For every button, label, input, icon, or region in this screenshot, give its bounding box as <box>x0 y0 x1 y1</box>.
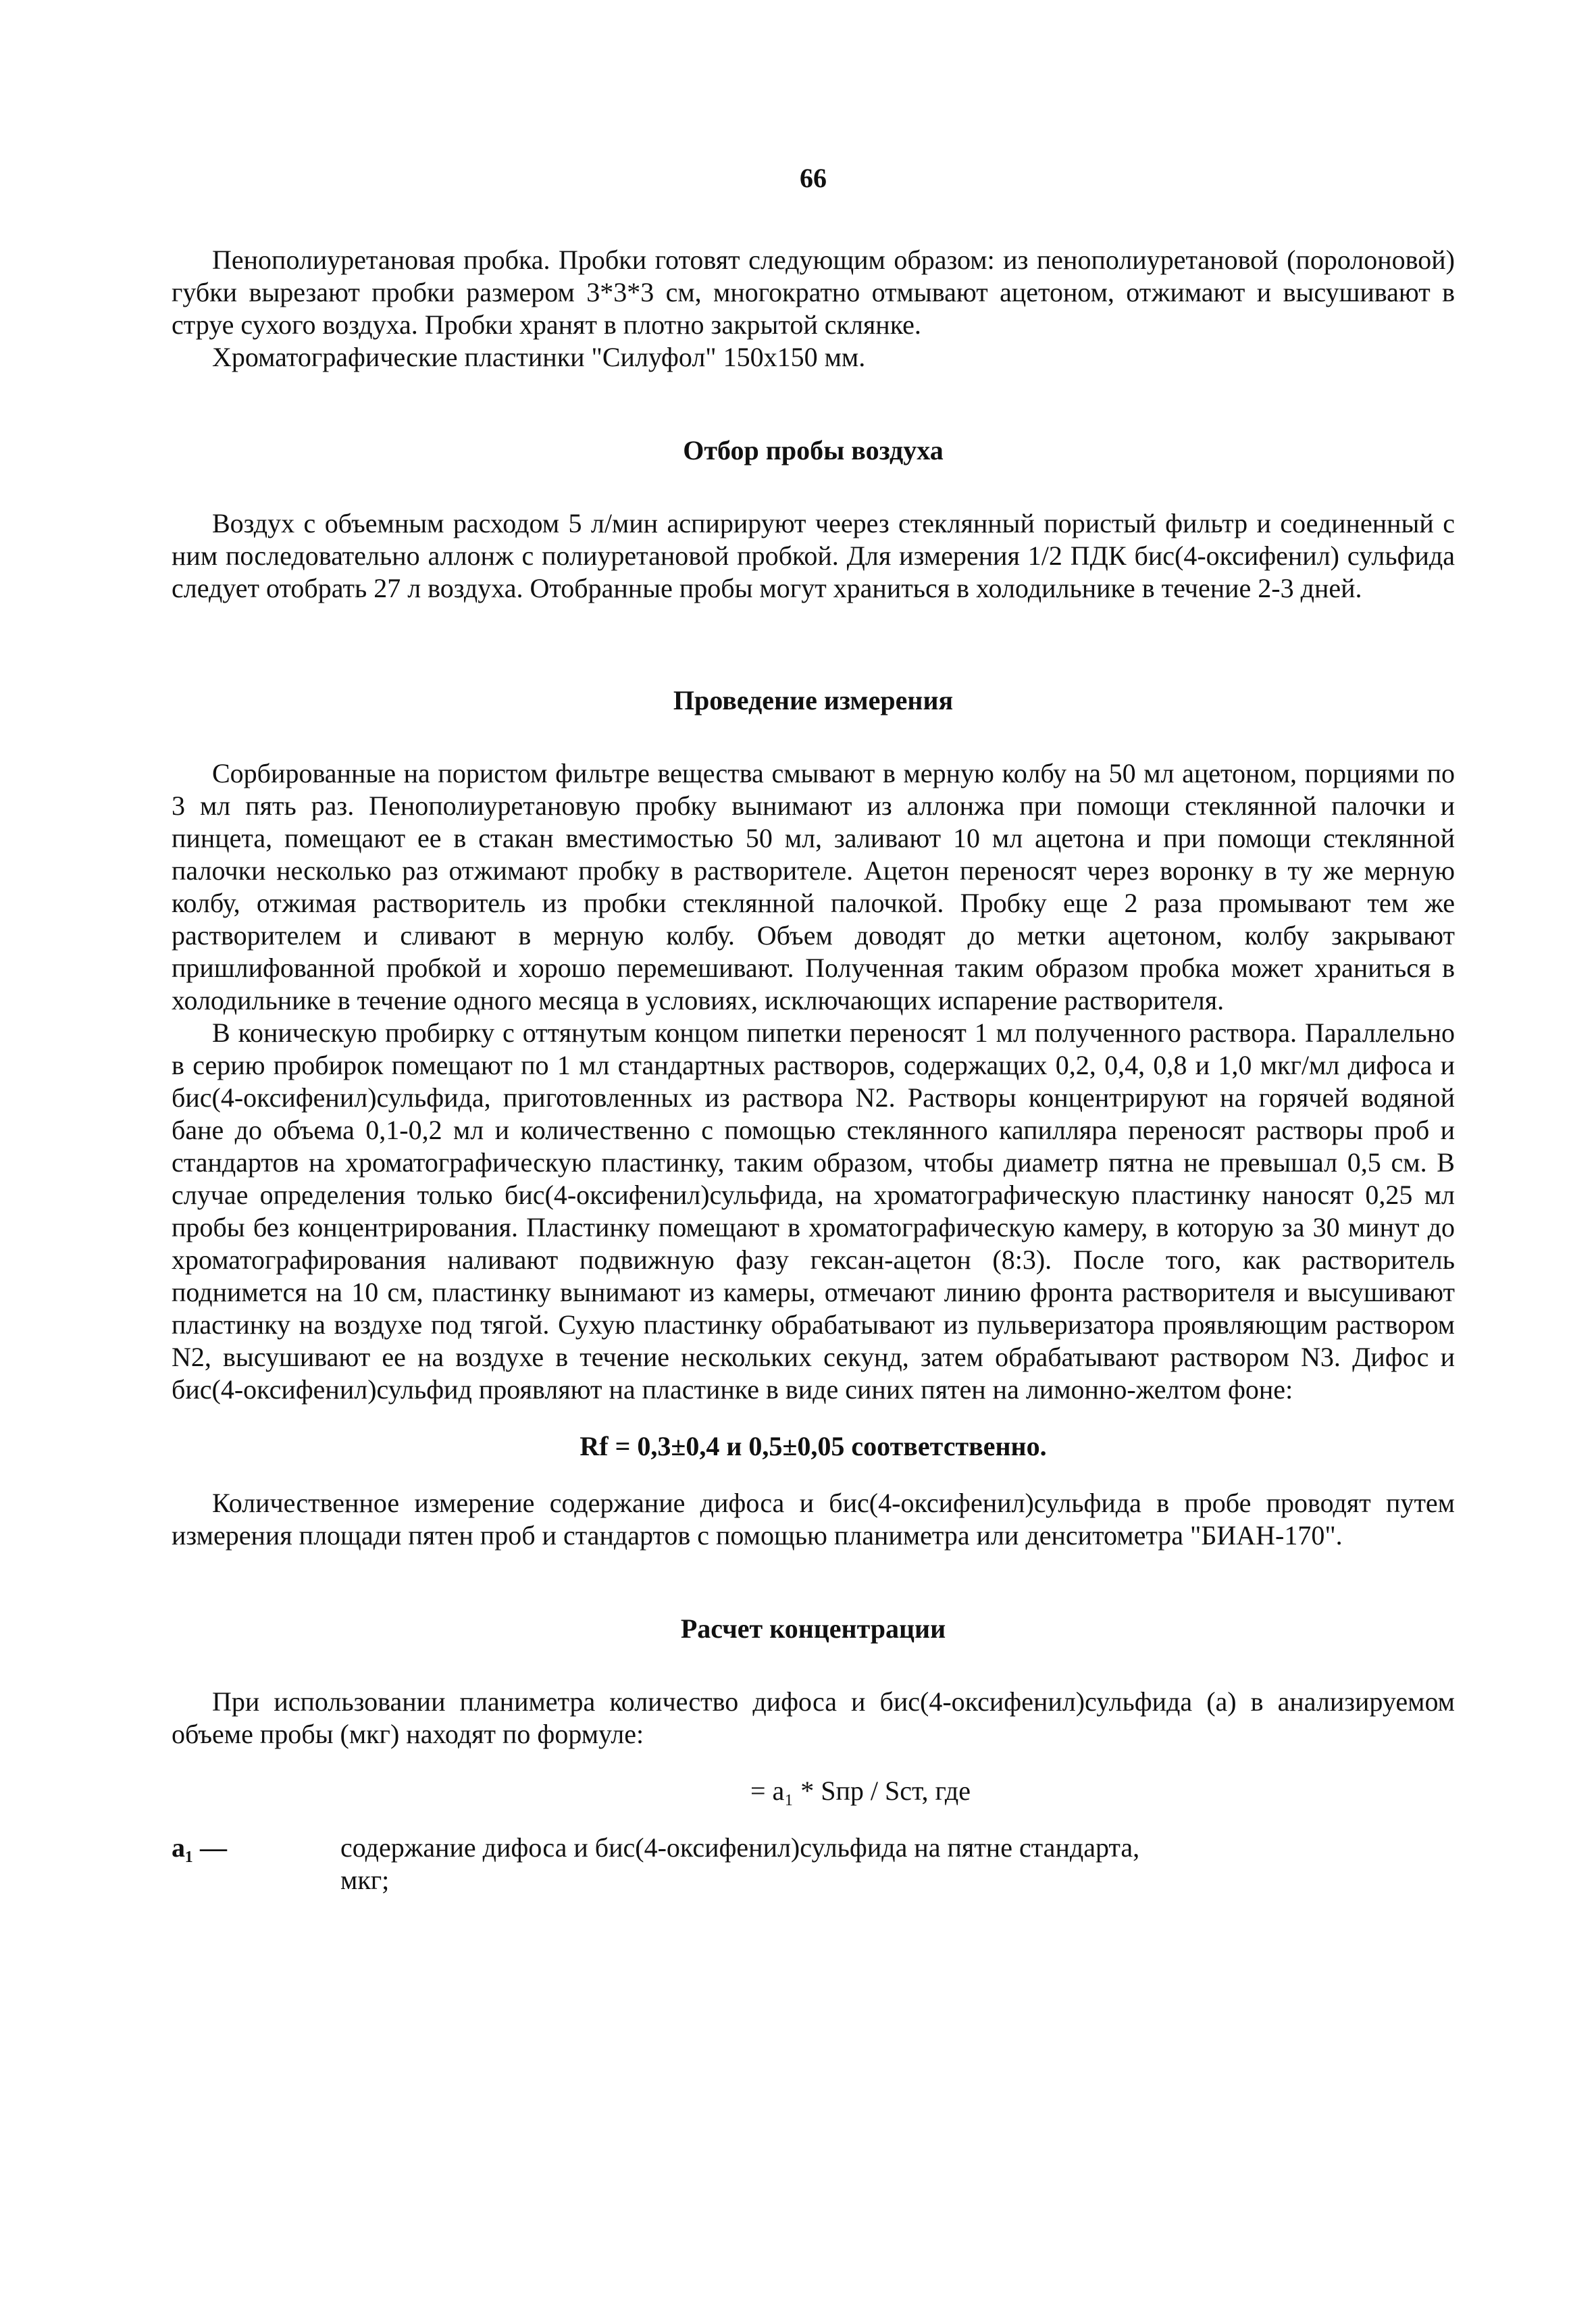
measurement-paragraph-1: Сорбированные на пористом фильтре вещества смывают в мерную колбу на 50 мл ацетоном, порциями по 3 мл пять раз. Пенополиуретановую пробку вынимают из аллонжа при помощи стеклянной палочки и пинцета, помещают ее в стакан вместимостью 50 мл, заливают 10 мл ацетона и при помощи стеклянной палочки несколько раз отжимают пробку в растворителе. Ацетон переносят через воронку в ту же мерную колбу, отжимая растворитель из пробки стеклянной палочкой. Пробку еще 2 раза промывают тем же растворителем и сливают в мерную колбу. Объем доводят до метки ацетоном, колбу закрывают пришлифованной пробкой и хорошо перемешивают. Полученная таким образом пробка может храниться в холодильнике в течение одного месяца в условиях, исключающих испарение растворителя. <box>172 758 1455 1015</box>
section-heading-calculation: Расчет концентрации <box>680 1613 946 1644</box>
document-page <box>172 162 1455 1896</box>
definition-term: a₁ — <box>172 1832 227 1863</box>
measurement-paragraph-3: Количественное измерение содержание дифоса и бис(4-оксифенил)сульфида в пробе проводят путем измерения площади пятен проб и стандартов с помощью планиметра или денситометра "БИАН-170". <box>172 1488 1455 1551</box>
sampling-paragraph: Воздух с объемным расходом 5 л/мин аспирируют чеерез стеклянный пористый фильтр и соединенный с ним последовательно аллонж с полиуретановой пробкой. Для измерения 1/2 ПДК бис(4-оксифенил) сульфида следует отобрать 27 л воздуха. Отобранные пробы могут храниться в холодильнике в течение 2-3 дней. <box>172 508 1455 603</box>
page-number: 66 <box>800 163 827 193</box>
intro-paragraph-2: Хроматографические пластинки "Силуфол" 150х150 мм. <box>212 342 866 372</box>
section-heading-measurement: Проведение измерения <box>673 685 954 715</box>
calculation-formula: = a₁ * Sпр / Sст, где <box>750 1776 971 1806</box>
intro-paragraph-1: Пенополиуретановая пробка. Пробки готовят следующим образом: из пенополиуретановой (поролоновой) губки вырезают пробки размером 3*3*3 см, многократно отмывают ацетоном, отжимают и высушивают в струе сухого воздуха. Пробки хранят в плотно закрытой склянке. <box>172 245 1455 340</box>
calculation-paragraph: При использовании планиметра количество дифоса и бис(4-оксифенил)сульфида (а) в анализируемом объеме пробы (мкг) находят по формуле: <box>172 1686 1455 1749</box>
rf-formula: Rf = 0,3±0,4 и 0,5±0,05 соответственно. <box>580 1431 1047 1461</box>
definition-a1 <box>172 1832 1455 1896</box>
definition-description: содержание дифоса и бис(4-оксифенил)сульфида на пятне стандарта, мкг; <box>340 1832 1140 1895</box>
section-heading-sampling: Отбор пробы воздуха <box>683 435 944 466</box>
measurement-paragraph-2: В коническую пробирку с оттянутым концом пипетки переносят 1 мл полученного раствора. Параллельно в серию пробирок помещают по 1 мл стандартных растворов, содержащих 0,2, 0,4, 0,8 и 1,0 мкг/мл дифоса и бис(4-оксифенил)сульфида, приготовленных из раствора N2. Растворы концентрируют на горячей водяной бане до объема 0,1-0,2 мл и количественно с помощью стеклянного капилляра переносят растворы проб и стандартов на хроматографическую пластинку, таким образом, чтобы диаметр пятна не превышал 0,5 см. В случае определения только бис(4-оксифенил)сульфида, на хроматографическую пластинку наносят 0,25 мл пробы без концентрирования. Пластинку помещают в хроматографическую камеру, в которую за 30 минут до хроматографирования наливают подвижную фазу гексан-ацетон (8:3). После того, как растворитель поднимется на 10 см, пластинку вынимают из камеры, отмечают линию фронта растворителя и высушивают пластинку на воздухе под тягой. Сухую пластинку обрабатывают из пульверизатора проявляющим раствором N2, высушивают ее на воздухе в течение нескольких секунд, затем обрабатывают раствором N3. Дифос и бис(4-оксифенил)сульфид проявляют на пластинке в виде синих пятен на лимонно-желтом фоне: <box>172 1017 1455 1405</box>
